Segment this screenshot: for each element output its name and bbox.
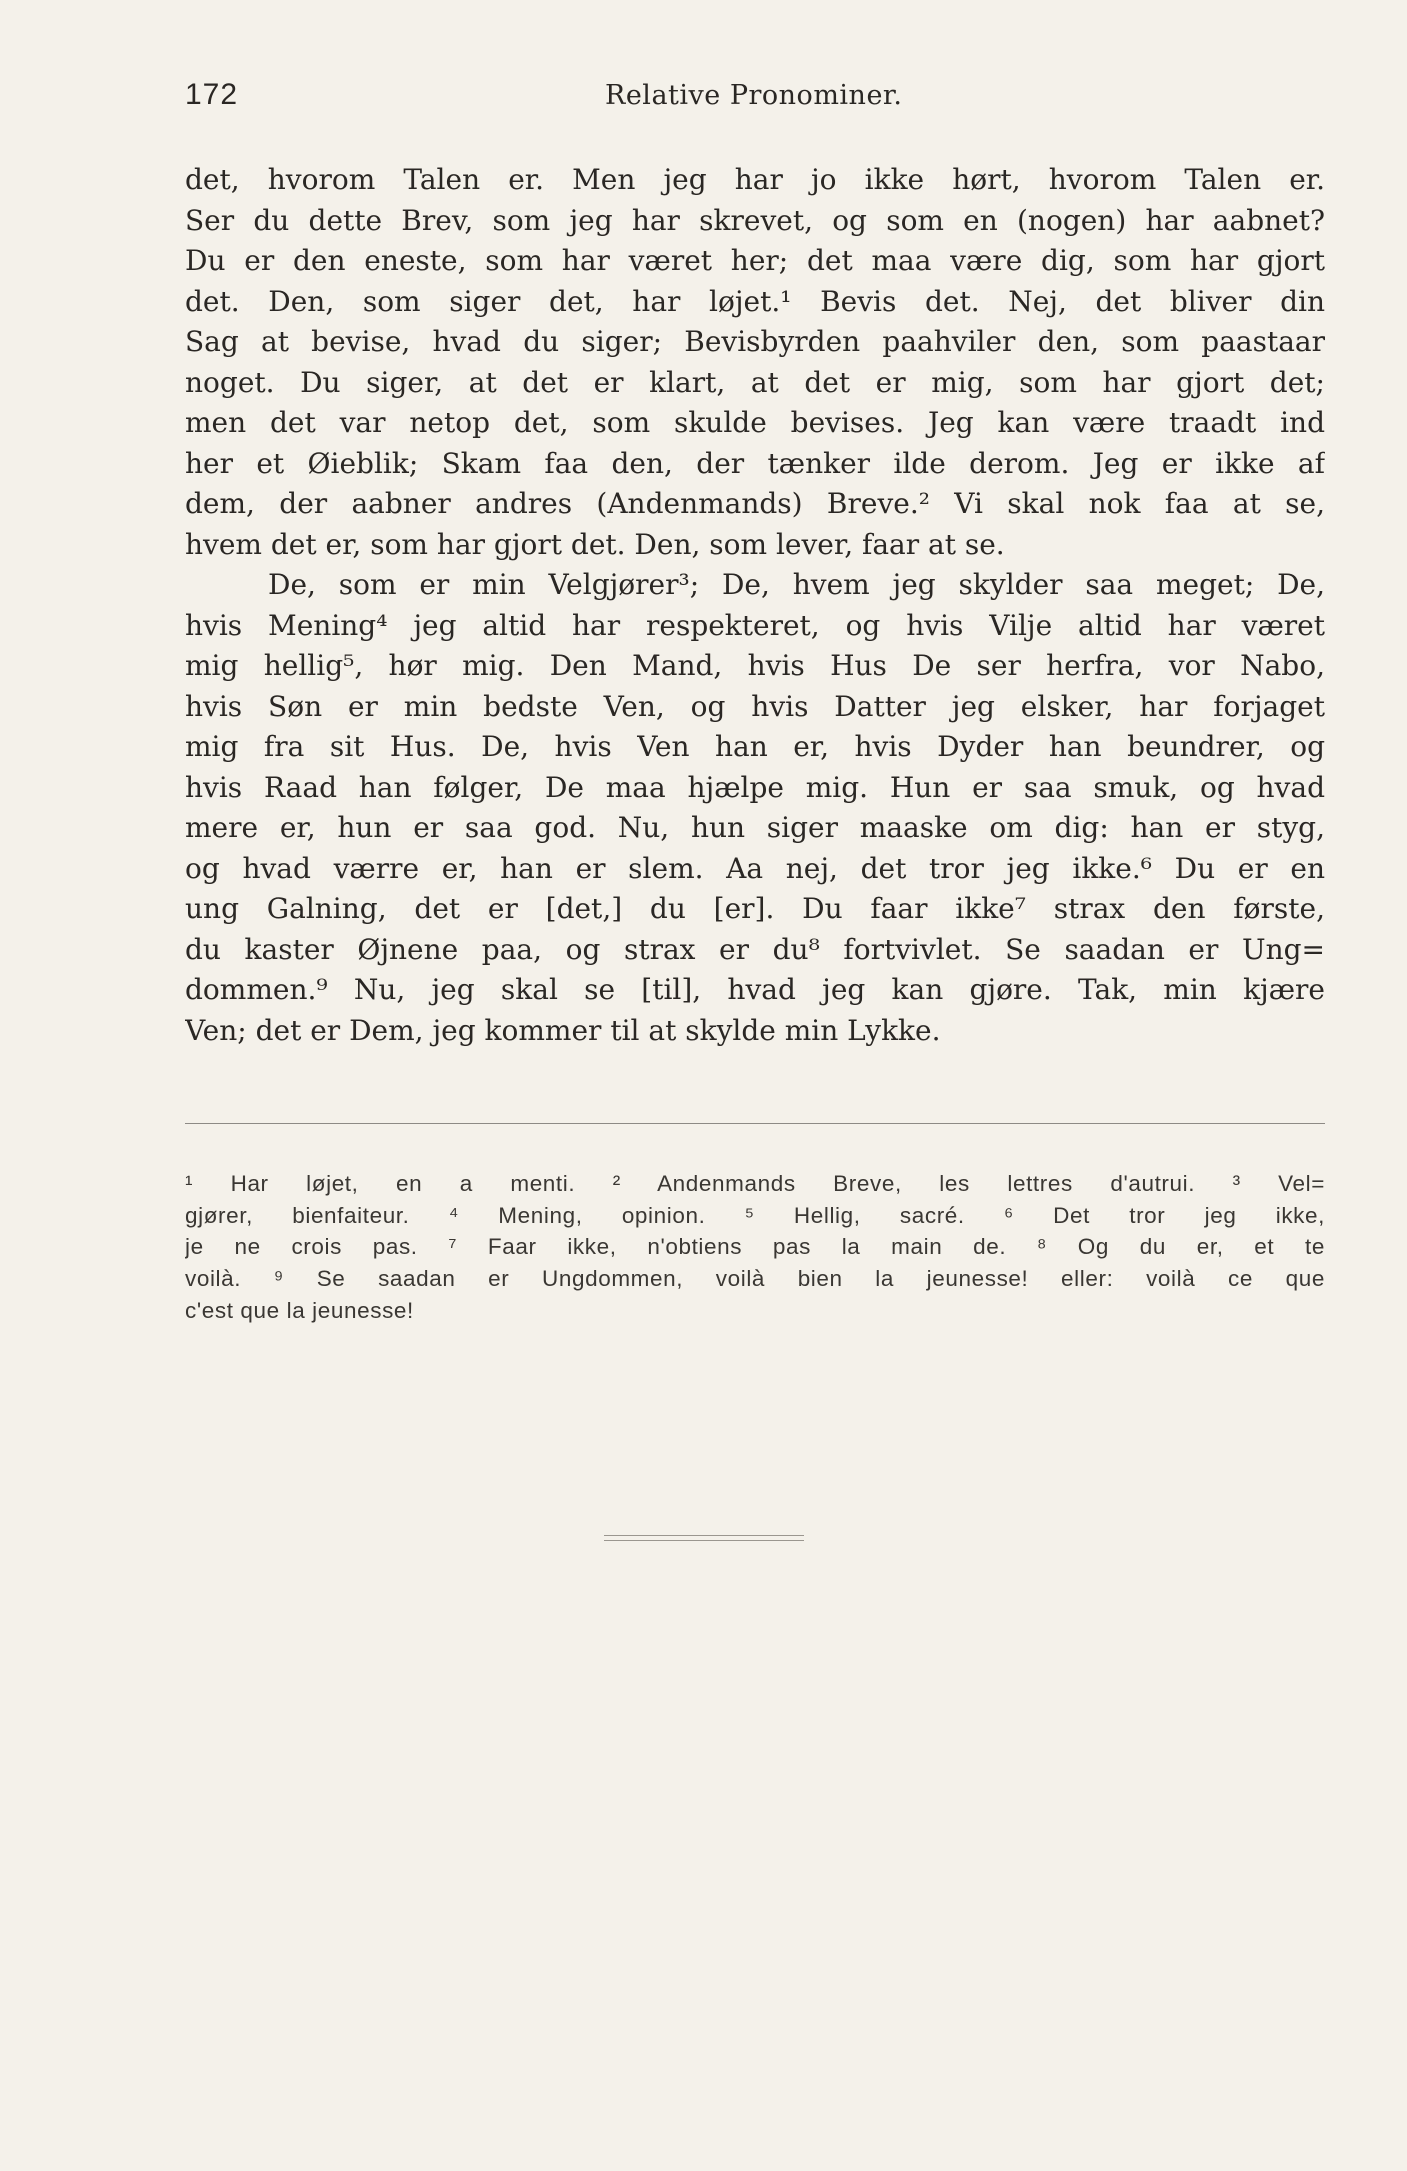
text-line: Du er den eneste, som har været her; det maa være dig, som har gjort [185,244,1325,277]
text-line: og hvad værre er, han er slem. Aa nej, det tror jeg ikke.⁶ Du er en [185,851,1325,885]
text-line: De, som er min Velgjører³; De, hvem jeg skylder saa meget; De, [268,568,1325,601]
text-line: mig fra sit Hus. De, hvis Ven han er, hvis Dyder han beundrer, og [185,730,1325,763]
text-line: Sag at bevise, hvad du siger; Bevisbyrden paahviler den, som paastaar [185,325,1325,358]
body-text [185,160,1325,1051]
text-line: hvis Søn er min bedste Ven, og hvis Datter jeg elsker, har forjaget [185,689,1325,723]
page-number: 172 [185,78,239,111]
text-line: mig hellig⁵, hør mig. Den Mand, hvis Hus De ser herfra, vor Nabo, [185,649,1325,682]
footnote-line: voilà. ⁹ Se saadan er Ungdommen, voilà bien la jeunesse! eller: voilà ce que [185,1266,1325,1292]
footnote-line: gjører, bienfaiteur. ⁴ Mening, opinion. ⁵ Hellig, sacré. ⁶ Det tror jeg ikke, [185,1202,1325,1228]
footnote-line: je ne crois pas. ⁷ Faar ikke, n'obtiens pas la main de. ⁸ Og du er, et te [185,1234,1325,1260]
text-line: noget. Du siger, at det er klart, at det er mig, som har gjort det; [185,365,1325,399]
text-line: Ser du dette Brev, som jeg har skrevet, og som en (nogen) har aabnet? [185,203,1325,237]
text-line: men det var netop det, som skulde bevises. Jeg kan være traadt ind [185,406,1325,439]
page-header [185,78,1325,122]
text-line: mere er, hun er saa god. Nu, hun siger maaske om dig: han er styg, [185,811,1325,844]
text-line: hvem det er, som har gjort det. Den, som lever, faar at se. [185,527,1005,561]
text-line: hvis Raad han følger, De maa hjælpe mig. Hun er saa smuk, og hvad [185,770,1325,804]
text-line: dommen.⁹ Nu, jeg skal se [til], hvad jeg kan gjøre. Tak, min kjære [185,973,1325,1006]
text-line: Ven; det er Dem, jeg kommer til at skylde min Lykke. [185,1013,941,1047]
running-title: Relative Pronominer. [605,80,903,111]
end-ornament-rule [604,1535,804,1541]
text-line: her et Øieblik; Skam faa den, der tænker ilde derom. Jeg er ikke af [185,446,1325,480]
text-line: dem, der aabner andres (Andenmands) Breve.² Vi skal nok faa at se, [185,487,1325,520]
footnote-line: c'est que la jeunesse! [185,1297,414,1323]
text-line: hvis Mening⁴ jeg altid har respekteret, og hvis Vilje altid har været [185,608,1325,642]
text-line: det. Den, som siger det, har løjet.¹ Bevis det. Nej, det bliver din [185,284,1325,318]
text-line: ung Galning, det er [det,] du [er]. Du faar ikke⁷ strax den første, [185,892,1325,925]
footnote-line: ¹ Har løjet, en a menti. ² Andenmands Breve, les lettres d'autrui. ³ Vel= [185,1171,1325,1196]
text-line: du kaster Øjnene paa, og strax er du⁸ fortvivlet. Se saadan er Ung= [185,932,1325,966]
footnote-separator [185,1123,1325,1124]
footnotes [185,1168,1325,1327]
text-line: det, hvorom Talen er. Men jeg har jo ikke hørt, hvorom Talen er. [185,163,1325,196]
